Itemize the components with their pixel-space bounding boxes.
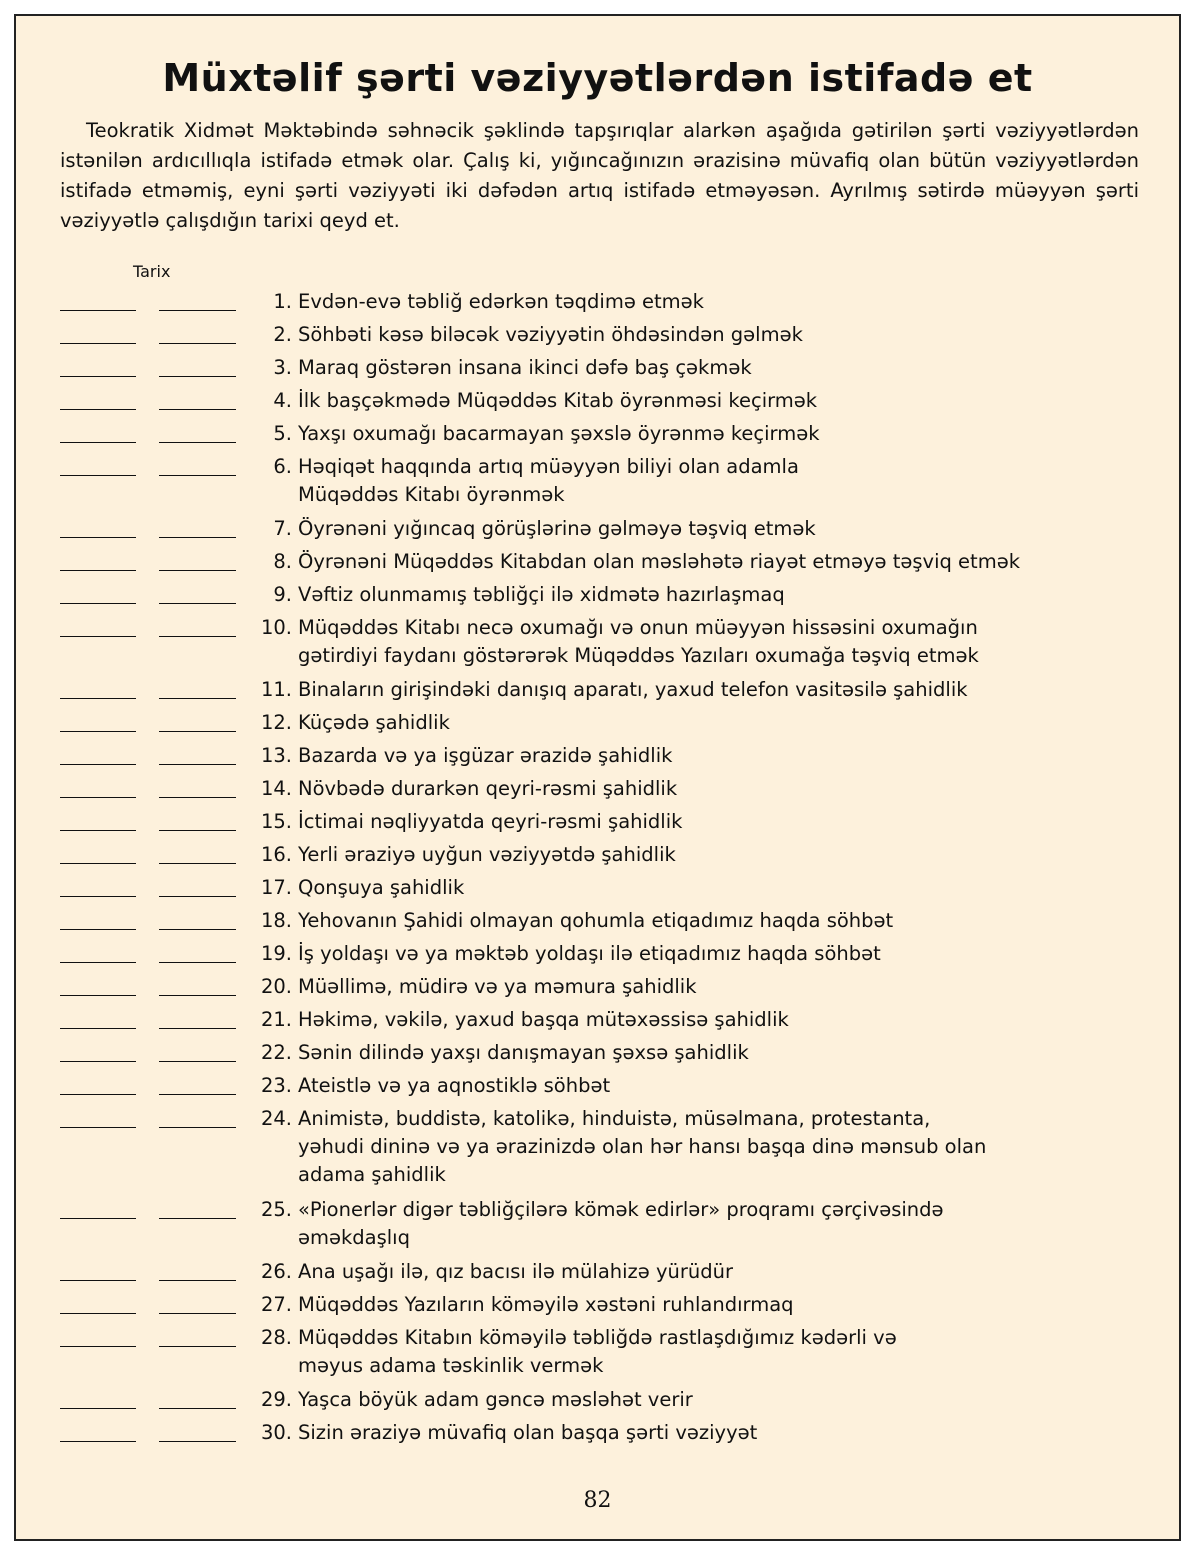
item-number: 24. [260,1107,292,1130]
situation-list [16,16,1179,1539]
date-blank-line[interactable] [159,442,236,443]
date-blank-line[interactable] [159,764,236,765]
blank-line[interactable] [60,797,136,798]
date-blank-line[interactable] [159,636,236,637]
blank-line[interactable] [60,1408,136,1409]
item-number: 9. [273,583,292,606]
item-text: Həkimə, vəkilə, yaxud başqa mütəxəssisə şahidlik [298,1008,789,1031]
date-blank-line[interactable] [159,1028,236,1029]
item-number: 23. [260,1074,292,1097]
date-blank-line[interactable] [159,1408,236,1409]
date-blank-line[interactable] [159,1313,236,1314]
item-text: Yerli əraziyə uyğun vəziyyətdə şahidlik [298,843,676,866]
item-number: 12. [260,711,292,734]
item-number: 6. [273,455,292,478]
date-blank-line[interactable] [159,797,236,798]
date-blank-line[interactable] [159,698,236,699]
item-text: Müəllimə, müdirə və ya məmura şahidlik [298,975,697,998]
date-blank-line[interactable] [159,863,236,864]
item-text: Sənin dilində yaxşı danışmayan şəxsə şahidlik [298,1041,749,1064]
date-blank-line[interactable] [159,376,236,377]
item-number: 27. [260,1293,292,1316]
item-number: 30. [260,1421,292,1444]
item-text: Həqiqət haqqında artıq müəyyən biliyi olan adamla Müqəddəs Kitabı öyrənmək [298,455,799,506]
item-number: 1. [273,290,292,313]
item-number: 4. [273,389,292,412]
date-blank-line[interactable] [159,537,236,538]
date-blank-line[interactable] [159,409,236,410]
item-number: 26. [260,1260,292,1283]
blank-line[interactable] [60,343,136,344]
item-text: Söhbəti kəsə biləcək vəziyyətin öhdəsindən gəlmək [298,323,803,346]
date-blank-line[interactable] [159,896,236,897]
item-text: Animistə, buddistə, katolikə, hinduistə, müsəlmana, protestanta, yəhudi dininə və ya ərazinizdə olan hər hansı başqa dinə mənsub olan adama şahidlik [298,1107,987,1186]
blank-line[interactable] [60,764,136,765]
date-blank-line[interactable] [159,570,236,571]
date-blank-line[interactable] [159,1218,236,1219]
item-text: Müqəddəs Kitabı necə oxumağı və onun müəyyən hissəsini oxumağın gətirdiyi faydanı göstərərək Müqəddəs Yazıları oxumağa təşviq etmək [298,616,979,667]
blank-line[interactable] [60,570,136,571]
blank-line[interactable] [60,1313,136,1314]
date-blank-line[interactable] [159,1441,236,1442]
blank-line[interactable] [60,1094,136,1095]
blank-line[interactable] [60,731,136,732]
item-text: İlk başçəkmədə Müqəddəs Kitab öyrənməsi keçirmək [298,389,818,412]
date-blank-line[interactable] [159,1094,236,1095]
item-number: 10. [260,616,292,639]
blank-line[interactable] [60,1218,136,1219]
item-number: 2. [273,323,292,346]
item-text: Ateistlə və ya aqnostiklə söhbət [298,1074,611,1097]
item-number: 18. [260,909,292,932]
date-blank-line[interactable] [159,475,236,476]
blank-line[interactable] [60,475,136,476]
item-number: 28. [260,1326,292,1349]
item-number: 14. [260,777,292,800]
item-text: İctimai nəqliyyatda qeyri-rəsmi şahidlik [298,810,683,833]
item-text: Öyrənəni yığıncaq görüşlərinə gəlməyə təşviq etmək [298,517,816,540]
blank-line[interactable] [60,310,136,311]
page-frame [14,14,1181,1541]
item-text: Yaxşı oxumağı bacarmayan şəxslə öyrənmə keçirmək [298,422,820,445]
blank-line[interactable] [60,896,136,897]
blank-line[interactable] [60,376,136,377]
item-text: İş yoldaşı və ya məktəb yoldaşı ilə etiqadımız haqda söhbət [298,942,881,965]
date-blank-line[interactable] [159,929,236,930]
item-number: 7. [273,517,292,540]
date-blank-line[interactable] [159,1127,236,1128]
date-blank-line[interactable] [159,731,236,732]
date-column-header: Tarix [133,262,171,281]
blank-line[interactable] [60,603,136,604]
item-text: Növbədə durarkən qeyri-rəsmi şahidlik [298,777,678,800]
blank-line[interactable] [60,830,136,831]
item-number: 17. [260,876,292,899]
blank-line[interactable] [60,1280,136,1281]
item-number: 21. [260,1008,292,1031]
page-title: Müxtəlif şərti vəziyyətlərdən istifadə et [162,56,1033,100]
item-number: 15. [260,810,292,833]
item-text: Öyrənəni Müqəddəs Kitabdan olan məsləhətə riayət etməyə təşviq etmək [298,550,1020,573]
blank-line[interactable] [60,409,136,410]
item-text: Bazarda və ya işgüzar ərazidə şahidlik [298,744,673,767]
item-text: Ana uşağı ilə, qız bacısı ilə mülahizə yürüdür [298,1260,733,1283]
blank-line[interactable] [60,1346,136,1347]
date-blank-line[interactable] [159,343,236,344]
blank-line[interactable] [60,995,136,996]
item-text: Yehovanın Şahidi olmayan qohumla etiqadımız haqda söhbət [298,909,894,932]
date-blank-line[interactable] [159,830,236,831]
item-number: 25. [260,1198,292,1221]
blank-line[interactable] [60,442,136,443]
item-text: Maraq göstərən insana ikinci dəfə baş çəkmək [298,356,752,379]
item-number: 16. [260,843,292,866]
date-blank-line[interactable] [159,1346,236,1347]
blank-line[interactable] [60,537,136,538]
item-text: Qonşuya şahidlik [298,876,465,899]
date-blank-line[interactable] [159,962,236,963]
blank-line[interactable] [60,1028,136,1029]
item-number: 19. [260,942,292,965]
date-blank-line[interactable] [159,1280,236,1281]
date-blank-line[interactable] [159,1061,236,1062]
item-number: 8. [273,550,292,573]
item-text: Sizin əraziyə müvafiq olan başqa şərti vəziyyət [298,1421,758,1444]
blank-line[interactable] [60,863,136,864]
item-number: 11. [260,678,292,701]
item-number: 29. [260,1388,292,1411]
date-blank-line[interactable] [159,603,236,604]
item-text: Küçədə şahidlik [298,711,450,734]
blank-line[interactable] [60,698,136,699]
blank-line[interactable] [60,636,136,637]
item-text: Müqəddəs Kitabın köməyilə təbliğdə rastlaşdığımız kədərli və məyus adama təskinlik vermək [298,1326,897,1377]
item-number: 5. [273,422,292,445]
item-number: 20. [260,975,292,998]
intro-paragraph: Teokratik Xidmət Məktəbində səhnəcik şəklində tapşırıqlar alarkən aşağıda gətirilən şərti vəziyyətlərdən istənilən ardıcıllıqla istifadə etmək olar. Çalış ki, yığıncağınızın ərazisinə müvafiq olan bütün vəziyyətlərdən istifadə etməmiş, eyni şərti vəziyyəti iki dəfədən artıq istifadə etməyəsən. Ayrılmış sətirdə müəyyən şərti vəziyyətlə çalışdığın tarixi qeyd et. [60,119,1139,232]
item-text: Vəftiz olunmamış təbliğçi ilə xidmətə hazırlaşmaq [298,583,785,606]
item-number: 22. [260,1041,292,1064]
blank-line[interactable] [60,1061,136,1062]
page-number: 82 [583,1488,612,1513]
item-number: 13. [260,744,292,767]
item-text: «Pionerlər digər təbliğçilərə kömək edirlər» proqramı çərçivəsində əməkdaşlıq [298,1198,944,1249]
blank-line[interactable] [60,962,136,963]
blank-line[interactable] [60,1127,136,1128]
blank-line[interactable] [60,929,136,930]
date-blank-line[interactable] [159,995,236,996]
date-blank-line[interactable] [159,310,236,311]
item-text: Müqəddəs Yazıların köməyilə xəstəni ruhlandırmaq [298,1293,794,1316]
item-text: Binaların girişindəki danışıq aparatı, yaxud telefon vasitəsilə şahidlik [298,678,968,701]
item-number: 3. [273,356,292,379]
blank-line[interactable] [60,1441,136,1442]
item-text: Evdən-evə təbliğ edərkən təqdimə etmək [298,290,704,313]
item-text: Yaşca böyük adam gəncə məsləhət verir [298,1388,693,1411]
